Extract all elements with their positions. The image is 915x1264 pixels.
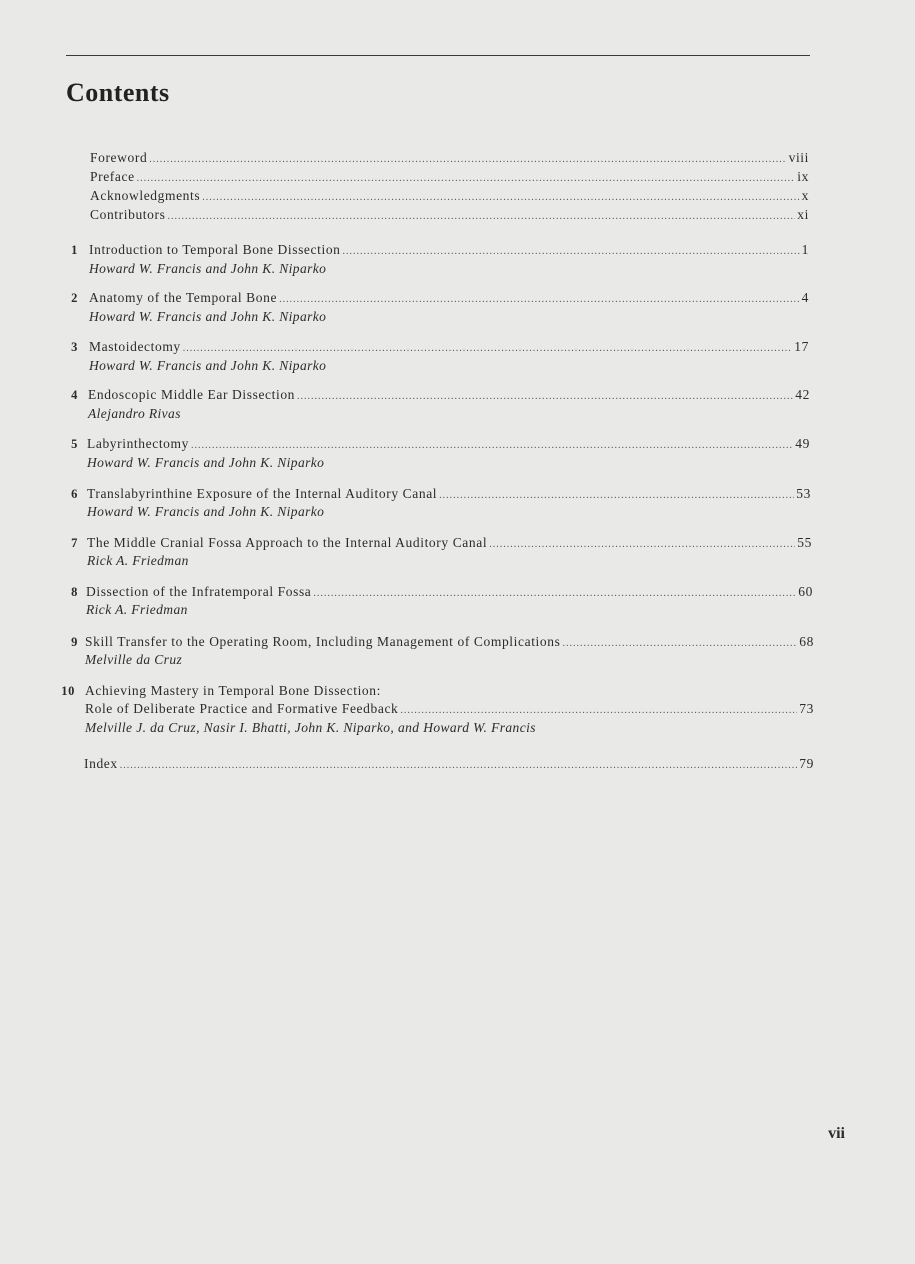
chapter-page: 55	[797, 535, 812, 550]
chapter-page: 17	[794, 339, 809, 354]
leader-dots	[562, 634, 797, 654]
toc-chapter-3[interactable]	[0, 337, 915, 357]
leader-dots	[191, 436, 793, 456]
toc-entry-index[interactable]	[0, 754, 915, 774]
chapter-number: 6	[71, 487, 78, 501]
chapter-number: 8	[71, 585, 78, 599]
entry-page: 79	[799, 756, 814, 771]
chapter-title-line1: Achieving Mastery in Temporal Bone Dissection:	[85, 683, 381, 698]
top-rule	[66, 55, 810, 56]
toc-chapter-1[interactable]	[0, 240, 915, 260]
chapter-authors: Alejandro Rivas	[88, 406, 181, 421]
chapter-page: 73	[799, 701, 814, 716]
chapter-page: 49	[795, 436, 810, 451]
chapter-title: Role of Deliberate Practice and Formative Feedback	[85, 701, 399, 716]
chapter-authors: Howard W. Francis and John K. Niparko	[87, 455, 325, 470]
entry-title: Index	[84, 756, 118, 771]
leader-dots	[120, 756, 798, 776]
chapter-authors: Rick A. Friedman	[87, 553, 189, 568]
page-number: vii	[828, 1125, 845, 1142]
chapter-number: 9	[71, 635, 78, 649]
toc-chapter-8[interactable]	[0, 582, 915, 602]
chapter-title: Introduction to Temporal Bone Dissection	[89, 242, 341, 257]
chapter-number: 4	[71, 388, 78, 402]
chapter-number: 5	[71, 437, 78, 451]
chapter-number: 3	[71, 340, 78, 354]
entry-title: Acknowledgments	[90, 188, 201, 203]
chapter-page: 42	[795, 387, 810, 402]
chapter-title: Labyrinthectomy	[87, 436, 189, 451]
chapter-title: Translabyrinthine Exposure of the Internal Auditory Canal	[87, 486, 438, 501]
toc-chapter-4[interactable]	[0, 385, 915, 405]
toc-chapter-10[interactable]	[0, 699, 915, 719]
chapter-authors: Melville da Cruz	[85, 652, 183, 667]
leader-dots	[489, 535, 795, 555]
leader-dots	[167, 207, 795, 227]
chapter-page: 4	[801, 290, 809, 305]
leader-dots	[183, 339, 793, 359]
entry-page: xi	[797, 207, 809, 222]
chapter-page: 68	[799, 634, 814, 649]
chapter-authors: Howard W. Francis and John K. Niparko	[89, 261, 327, 276]
chapter-page: 60	[798, 584, 813, 599]
toc-entry-foreword[interactable]	[0, 148, 915, 168]
toc-chapter-6[interactable]	[0, 484, 915, 504]
chapter-title: Dissection of the Infratemporal Fossa	[86, 584, 312, 599]
page-title: Contents	[66, 78, 170, 107]
leader-dots	[439, 486, 794, 506]
chapter-authors: Melville J. da Cruz, Nasir I. Bhatti, John K. Niparko, and Howard W. Francis	[85, 720, 536, 735]
toc-chapter-9[interactable]	[0, 632, 915, 652]
chapter-title: Skill Transfer to the Operating Room, Including Management of Complications	[85, 634, 561, 649]
leader-dots	[297, 387, 793, 407]
toc-entry-acknowledgments[interactable]	[0, 186, 915, 206]
chapter-title: The Middle Cranial Fossa Approach to the Internal Auditory Canal	[87, 535, 488, 550]
entry-title: Foreword	[90, 150, 148, 165]
chapter-authors: Howard W. Francis and John K. Niparko	[89, 358, 327, 373]
leader-dots	[343, 242, 800, 262]
chapter-title: Mastoidectomy	[89, 339, 181, 354]
toc-entry-contributors[interactable]	[0, 205, 915, 225]
entry-title: Contributors	[90, 207, 166, 222]
chapter-number: 1	[71, 243, 78, 257]
chapter-authors: Howard W. Francis and John K. Niparko	[89, 309, 327, 324]
entry-page: viii	[788, 150, 809, 165]
entry-page: x	[801, 188, 809, 203]
toc-chapter-7[interactable]	[0, 533, 915, 553]
leader-dots	[400, 701, 797, 721]
leader-dots	[279, 290, 800, 310]
chapter-number: 7	[71, 536, 78, 550]
chapter-page: 53	[796, 486, 811, 501]
chapter-title: Endoscopic Middle Ear Dissection	[88, 387, 296, 402]
chapter-authors: Howard W. Francis and John K. Niparko	[87, 504, 325, 519]
entry-title: Preface	[90, 169, 135, 184]
chapter-number: 2	[71, 291, 78, 305]
chapter-number: 10	[61, 684, 75, 698]
chapter-title: Anatomy of the Temporal Bone	[89, 290, 278, 305]
toc-chapter-2[interactable]	[0, 288, 915, 308]
chapter-page: 1	[801, 242, 809, 257]
leader-dots	[313, 584, 796, 604]
chapter-authors: Rick A. Friedman	[86, 602, 188, 617]
entry-page: ix	[797, 169, 809, 184]
toc-chapter-10-heading[interactable]	[0, 681, 915, 701]
toc-chapter-5[interactable]	[0, 434, 915, 454]
toc-entry-preface[interactable]	[0, 167, 915, 187]
